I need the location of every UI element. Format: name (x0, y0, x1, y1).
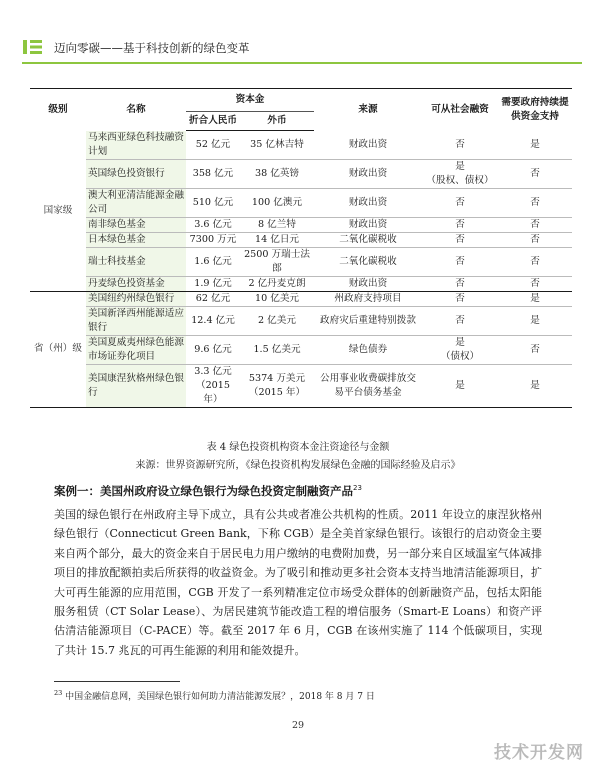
fund-name-cell: 美国康涅狄格州绿色银行 (86, 364, 186, 407)
header-capital: 资本金 (186, 89, 314, 112)
gov-support-cell: 否 (498, 188, 572, 217)
social-financing-cell: 否 (422, 276, 498, 291)
rmb-amount-cell: 358 亿元 (186, 159, 240, 188)
social-financing-cell: 否 (422, 232, 498, 247)
fund-name-cell: 澳大利亚清洁能源金融公司 (86, 188, 186, 217)
gov-support-cell: 否 (498, 335, 572, 364)
fund-name-cell: 美国新泽西州能源适应银行 (86, 306, 186, 335)
capital-source-cell: 财政出资 (314, 188, 422, 217)
rmb-amount-cell: 3.6 亿元 (186, 217, 240, 232)
fund-name-cell: 南非绿色基金 (86, 217, 186, 232)
foreign-amount-cell: 8 亿兰特 (240, 217, 314, 232)
gov-support-cell: 是 (498, 131, 572, 160)
foreign-amount-cell: 2 亿丹麦克朗 (240, 276, 314, 291)
table-body (30, 131, 572, 408)
rmb-amount-cell: 7300 万元 (186, 232, 240, 247)
header-rule (22, 62, 582, 64)
capital-source-cell: 财政出资 (314, 217, 422, 232)
watermark: 技术开发网 (494, 743, 584, 763)
capital-source-cell: 二氧化碳税收 (314, 247, 422, 276)
fund-name-cell: 美国纽约州绿色银行 (86, 291, 186, 306)
table-row (30, 364, 572, 407)
foreign-amount-cell: 2500 万瑞士法郎 (240, 247, 314, 276)
level-cell: 省（州）级 (30, 291, 86, 407)
footnote (54, 689, 375, 702)
gov-support-cell: 是 (498, 364, 572, 407)
fund-name-cell: 瑞士科技基金 (86, 247, 186, 276)
foreign-amount-cell: 100 亿澳元 (240, 188, 314, 217)
social-financing-cell: 否 (422, 306, 498, 335)
header-level: 级别 (30, 89, 86, 131)
header-foreign: 外币 (240, 112, 314, 131)
gov-support-cell: 否 (498, 232, 572, 247)
gov-support-cell: 否 (498, 217, 572, 232)
header-gov-support: 需要政府持续提供资金支持 (498, 89, 572, 131)
level-cell: 国家级 (30, 131, 86, 292)
rmb-amount-cell: 62 亿元 (186, 291, 240, 306)
footnote-number: 23 (54, 689, 63, 697)
foreign-amount-cell: 35 亿林吉特 (240, 131, 314, 160)
fund-name-cell: 丹麦绿色投资基金 (86, 276, 186, 291)
capital-source-cell: 二氧化碳税收 (314, 232, 422, 247)
table-row (30, 131, 572, 160)
fund-name-cell: 马来西亚绿色科技融资计划 (86, 131, 186, 160)
table-row (30, 276, 572, 291)
rmb-amount-cell: 1.6 亿元 (186, 247, 240, 276)
header-social-financing: 可从社会融资 (422, 89, 498, 131)
rmb-amount-cell: 12.4 亿元 (186, 306, 240, 335)
table-row (30, 188, 572, 217)
header-source: 来源 (314, 89, 422, 131)
page-number: 29 (291, 720, 305, 731)
header-title: 迈向零碳——基于科技创新的绿色变革 (54, 41, 250, 55)
capital-source-cell: 州政府支持项目 (314, 291, 422, 306)
gov-support-cell: 否 (498, 276, 572, 291)
gov-support-cell: 否 (498, 247, 572, 276)
capital-table (30, 88, 572, 408)
footnote-text: 中国金融信息网，美国绿色银行如何助力清洁能源发展？，2018 年 8 月 7 日 (65, 692, 375, 702)
gov-support-cell: 是 (498, 306, 572, 335)
foreign-amount-cell: 38 亿英镑 (240, 159, 314, 188)
capital-source-cell: 绿色债券 (314, 335, 422, 364)
footnote-rule (54, 681, 180, 682)
social-financing-cell: 否 (422, 247, 498, 276)
case-title-text: 案例一：美国州政府设立绿色银行为绿色投资定制融资产品 (54, 484, 353, 498)
capital-source-cell: 公用事业收费碳排放交易平台债务基金 (314, 364, 422, 407)
table-source: 来源：世界资源研究所，《绿色投资机构发展绿色金融的国际经验及启示》 (135, 460, 461, 471)
table-row (30, 232, 572, 247)
rmb-amount-cell: 510 亿元 (186, 188, 240, 217)
gov-support-cell: 是 (498, 291, 572, 306)
foreign-amount-cell: 1.5 亿美元 (240, 335, 314, 364)
fund-name-cell: 日本绿色基金 (86, 232, 186, 247)
capital-source-cell: 政府灾后重建特别拨款 (314, 306, 422, 335)
page-header (22, 38, 582, 58)
table-row (30, 335, 572, 364)
foreign-amount-cell: 14 亿日元 (240, 232, 314, 247)
fund-name-cell: 英国绿色投资银行 (86, 159, 186, 188)
table-row (30, 159, 572, 188)
social-financing-cell: 否 (422, 291, 498, 306)
foreign-amount-cell: 10 亿美元 (240, 291, 314, 306)
table-row (30, 217, 572, 232)
social-financing-cell: 否 (422, 217, 498, 232)
case-paragraph: 美国的绿色银行在州政府主导下成立，具有公共或者准公共机构的性质。2011 年设立的康涅狄格州绿色银行（Connecticut Green Bank，下称 CGB）是全美首家绿色银行。该银行的启动资金主要来自两个部分，最大的资金来自于居民电力用户缴纳的电费附加费，另一部分来自区域温室气体减排项目的排放配额拍卖后所获得的收益资金。为了吸引和推动更多社会资本支持当地清洁能源项目，扩大可再生能源的应用范围，CGB 开发了一系列精准定位市场受众群体的创新融资产品，包括太阳能服务租赁（CT Solar Lease）、为居民建筑节能改造工程的增信服务（Smart-E Loans）和资产评估清洁能源项目（C-PACE）等。截至 2017 年 6 月，CGB 在该州实施了 114 个低碳项目，实现了共计 15.7 兆瓦的可再生能源的利用和能效提升。 (54, 508, 542, 657)
table-row (30, 291, 572, 306)
social-financing-cell: 否 (422, 188, 498, 217)
capital-source-cell: 财政出资 (314, 159, 422, 188)
header-name: 名称 (86, 89, 186, 131)
case-note-ref: 23 (353, 484, 362, 493)
case-title (54, 483, 362, 499)
social-financing-cell: 否 (422, 131, 498, 160)
fund-name-cell: 美国夏威夷州绿色能源市场证券化项目 (86, 335, 186, 364)
social-financing-cell: 是 （股权、债权） (422, 159, 498, 188)
header-rmb: 折合人民币 (186, 112, 240, 131)
table-caption: 表 4 绿色投资机构资本金注资途径与金额 (206, 442, 390, 453)
rmb-amount-cell: 52 亿元 (186, 131, 240, 160)
rmb-amount-cell: 9.6 亿元 (186, 335, 240, 364)
capital-source-cell: 财政出资 (314, 131, 422, 160)
capital-source-cell: 财政出资 (314, 276, 422, 291)
logo-icon (22, 38, 44, 56)
gov-support-cell: 否 (498, 159, 572, 188)
rmb-amount-cell: 1.9 亿元 (186, 276, 240, 291)
rmb-amount-cell: 3.3 亿元 （2015 年） (186, 364, 240, 407)
table-row (30, 247, 572, 276)
table-row (30, 306, 572, 335)
social-financing-cell: 是 (422, 364, 498, 407)
foreign-amount-cell: 5374 万美元 （2015 年） (240, 364, 314, 407)
foreign-amount-cell: 2 亿美元 (240, 306, 314, 335)
social-financing-cell: 是 （债权） (422, 335, 498, 364)
